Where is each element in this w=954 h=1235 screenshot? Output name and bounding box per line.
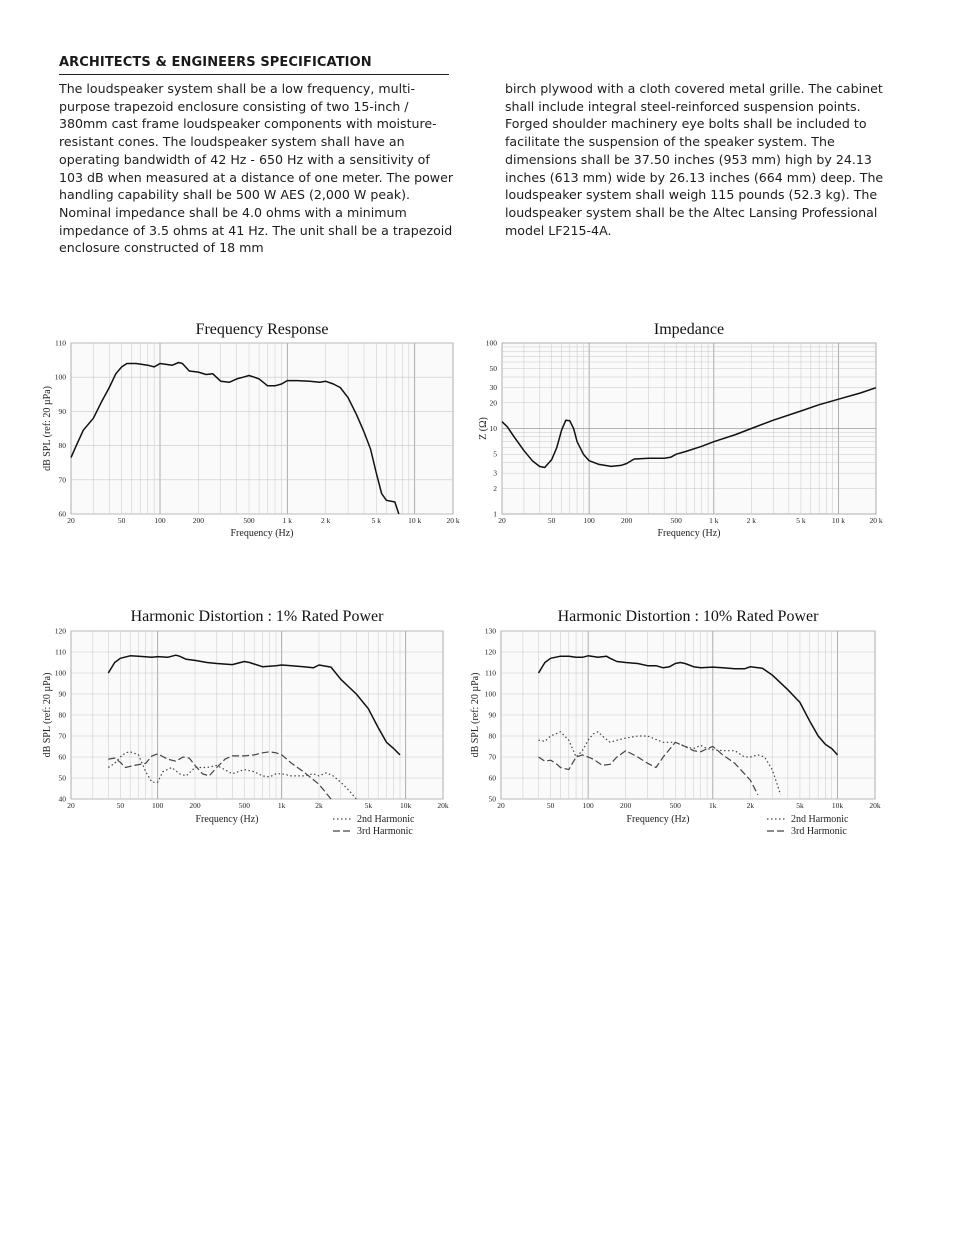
y-tick-label: 40 — [58, 794, 66, 804]
y-axis-label: dB SPL (ref: 20 µPa) — [42, 672, 53, 758]
x-tick-label: 1 k — [282, 516, 293, 525]
x-tick-label: 100 — [582, 801, 594, 810]
x-tick-label: 20 — [497, 801, 505, 810]
y-tick-label: 90 — [58, 406, 66, 416]
x-tick-label: 200 — [621, 516, 633, 525]
x-tick-label: 500 — [670, 516, 682, 525]
plot-area — [71, 343, 453, 514]
x-axis-label: Frequency (Hz) — [657, 528, 721, 539]
y-tick-label: 2 — [493, 483, 497, 493]
y-tick-label: 70 — [58, 475, 66, 485]
impedance-chart — [478, 312, 903, 542]
frequency-response-chart — [38, 312, 458, 542]
x-tick-label: 200 — [192, 516, 204, 525]
x-tick-label: 500 — [669, 801, 681, 810]
x-tick-label: 5 k — [371, 516, 382, 525]
y-tick-label: 70 — [488, 752, 496, 762]
x-tick-label: 10 k — [408, 516, 422, 525]
y-tick-label: 3 — [493, 468, 497, 478]
x-tick-label: 200 — [620, 801, 632, 810]
x-tick-label: 5k — [364, 801, 373, 810]
x-tick-label: 2k — [746, 801, 755, 810]
y-tick-label: 110 — [55, 647, 66, 657]
x-tick-label: 500 — [238, 801, 250, 810]
y-tick-label: 60 — [58, 509, 66, 519]
x-tick-label: 5k — [796, 801, 804, 810]
chart-title: Harmonic Distortion : 1% Rated Power — [130, 608, 384, 625]
x-axis-label: Frequency (Hz) — [626, 814, 690, 825]
y-tick-label: 80 — [58, 441, 66, 451]
x-tick-label: 50 — [116, 801, 125, 810]
x-tick-label: 20 k — [869, 516, 883, 525]
legend-label: 2nd Harmonic — [357, 814, 415, 825]
y-tick-label: 110 — [55, 338, 66, 348]
harmonic-distortion-1pct-chart — [38, 600, 458, 842]
x-tick-label: 20k — [869, 801, 881, 810]
chart-title: Frequency Response — [195, 321, 329, 338]
x-tick-label: 100 — [154, 516, 166, 525]
y-tick-label: 100 — [54, 372, 66, 382]
y-tick-label: 80 — [58, 710, 66, 720]
y-tick-label: 100 — [485, 338, 497, 348]
x-tick-label: 20 k — [446, 516, 460, 525]
x-tick-label: 2 k — [320, 516, 331, 525]
y-tick-label: 120 — [484, 647, 496, 657]
y-tick-label: 110 — [485, 668, 496, 678]
y-tick-label: 10 — [489, 424, 497, 433]
x-tick-label: 5 k — [796, 516, 806, 525]
x-tick-label: 10k — [400, 801, 412, 810]
x-axis-label: Frequency (Hz) — [195, 814, 259, 825]
x-tick-label: 10 k — [831, 516, 846, 525]
x-tick-label: 200 — [189, 801, 201, 810]
y-tick-label: 130 — [484, 626, 496, 636]
y-tick-label: 60 — [488, 773, 496, 783]
spec-column-right: birch plywood with a cloth covered metal grille. The cabinet shall include integral steel-reinforced suspension points. Forged shoulder machinery eye bolts shall be included to facilitate the suspension of the speaker system. The dimensions shall be 37.50 inches (953 mm) high by 24.13 inches (613 mm) wide by 26.13 inches (664 mm) deep. The loudspeaker system shall weigh 115 pounds (52.3 kg). The loudspeaker system shall be the Altec Lansing Professional model LF215-4A. — [505, 81, 884, 238]
x-tick-label: 20 — [67, 801, 75, 810]
y-axis-label: dB SPL (ref: 20 µPa) — [470, 672, 481, 758]
x-tick-label: 10k — [831, 801, 844, 810]
x-axis-label: Frequency (Hz) — [230, 528, 294, 539]
x-tick-label: 50 — [547, 516, 556, 525]
y-tick-label: 120 — [54, 626, 66, 636]
y-axis-label: Z (Ω) — [478, 417, 489, 440]
chart-title: Harmonic Distortion : 10% Rated Power — [557, 608, 819, 625]
y-tick-label: 70 — [58, 731, 66, 741]
y-tick-label: 20 — [489, 398, 497, 408]
x-tick-label: 20 — [498, 516, 506, 525]
x-tick-label: 2 k — [746, 516, 757, 525]
y-tick-label: 100 — [54, 668, 66, 678]
x-tick-label: 1k — [709, 801, 717, 810]
harmonic-distortion-10pct-chart — [470, 600, 900, 842]
legend-label: 3rd Harmonic — [791, 826, 847, 837]
y-tick-label: 100 — [484, 689, 496, 699]
x-tick-label: 20k — [437, 801, 449, 810]
spec-column-left: The loudspeaker system shall be a low frequency, multi-purpose trapezoid enclosure consisting of two 15-inch / 380mm cast frame loudspeaker components with moisture-resistant cones. The loudspeaker system shall have an operating bandwidth of 42 Hz - 650 Hz with a sensitivity of 103 dB when measured at a distance of one meter. The power handling capability shall be 500 W AES (2,000 W peak). Nominal impedance shall be 4.0 ohms with a minimum impedance of 3.5 ohms at 41 Hz. The unit shall be a trapezoid enclosure constructed of 18 mm — [59, 81, 454, 256]
grid — [502, 343, 876, 514]
x-tick-label: 1 k — [709, 516, 719, 525]
chart-legend — [333, 814, 415, 837]
y-tick-label: 50 — [488, 794, 496, 804]
x-tick-label: 100 — [583, 516, 595, 525]
y-tick-label: 1 — [493, 509, 497, 519]
x-tick-label: 500 — [243, 516, 255, 525]
chart-title: Impedance — [653, 321, 725, 338]
x-tick-label: 100 — [152, 801, 164, 810]
chart-legend — [767, 814, 849, 837]
y-tick-label: 5 — [493, 449, 497, 459]
y-axis-label: dB SPL (ref: 20 µPa) — [42, 386, 53, 471]
x-tick-label: 50 — [546, 801, 555, 810]
x-tick-label: 50 — [117, 516, 126, 525]
x-tick-label: 2k — [315, 801, 323, 810]
y-tick-label: 30 — [489, 383, 497, 393]
y-tick-label: 60 — [58, 752, 66, 762]
x-tick-label: 1k — [277, 801, 286, 810]
spec-heading: ARCHITECTS & ENGINEERS SPECIFICATION — [59, 55, 449, 75]
y-tick-label: 90 — [58, 689, 66, 699]
x-tick-label: 20 — [67, 516, 75, 525]
legend-label: 3rd Harmonic — [357, 826, 413, 837]
y-tick-label: 50 — [489, 364, 497, 374]
legend-label: 2nd Harmonic — [791, 814, 849, 825]
y-tick-label: 80 — [488, 731, 496, 741]
y-tick-label: 50 — [58, 773, 66, 783]
y-tick-label: 90 — [488, 710, 496, 720]
